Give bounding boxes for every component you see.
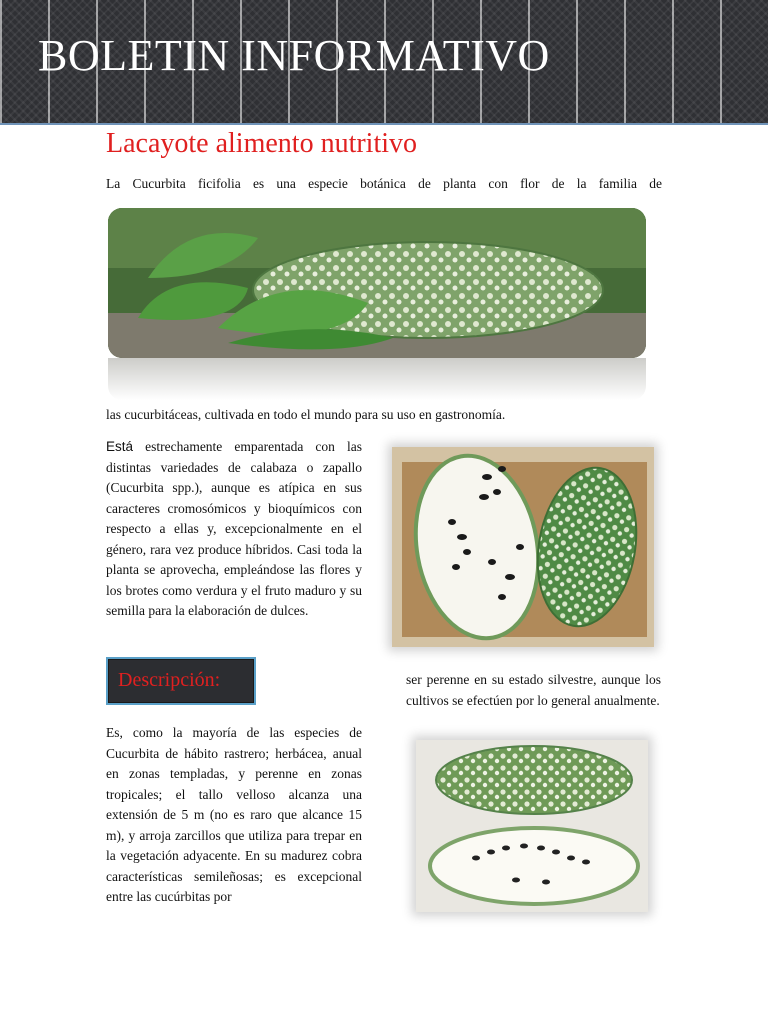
paragraph-description: Es, como la mayoría de las especies de Cucurbita de hábito rastrero; herbácea, anual en zonas templadas, y perenne en zonas tropicales; el tallo velloso alcanza una extensión de 5 m (no es raro que alcance 15 m), y arroja zarcillos que utiliza para trepar en la vegetación adyacente. En su madurez cobra características semileñosas; es excepcional entre las cucúrbitas por — [106, 725, 362, 904]
lacayote-halves-photo — [416, 740, 648, 912]
banner-title: BOLETIN INFORMATIVO — [38, 31, 550, 80]
paragraph-relation-text: estrechamente emparentada con las distintas variedades de calabaza o zapallo (Cucurbita spp.), aunque es atípica en sus caracteres cromosómicos y bioquímicos con respecto a ellas y, excepcionalmente en el género, rara vez produce híbridos. Casi toda la planta se aprovecha, empleándose las flores y los brotes como verdura y el fruto maduro y su semilla para la elaboración de dulces. — [106, 439, 362, 618]
hero-reflection — [108, 358, 646, 400]
paragraph-continuation: ser perenne en su estado silvestre, aunque los cultivos se efectúen por lo general anualmente. — [406, 672, 661, 708]
paragraph-lead-word: Está — [106, 439, 134, 454]
header-banner — [0, 0, 768, 125]
article-headline: Lacayote alimento nutritivo — [106, 128, 418, 159]
lacayote-cut-photo — [392, 447, 654, 647]
lacayote-plant-photo — [108, 208, 646, 358]
section-label: Descripción: — [118, 669, 221, 691]
intro-line: La Cucurbita ficifolia es una especie botánica de planta con flor de la familia de — [106, 176, 662, 191]
section-label-box — [106, 657, 256, 705]
paragraph-after-hero: las cucurbitáceas, cultivada en todo el mundo para su uso en gastronomía. — [106, 407, 506, 422]
paragraph-relation — [106, 437, 362, 622]
